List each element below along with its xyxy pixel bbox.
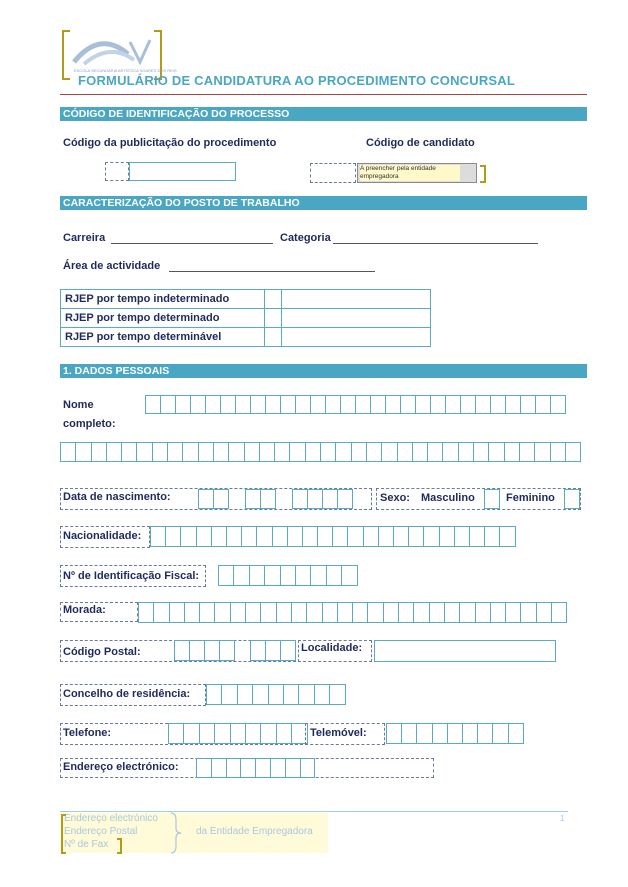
nascimento-year[interactable] <box>292 489 352 509</box>
char-cell[interactable] <box>400 395 416 414</box>
char-cell[interactable] <box>235 395 251 414</box>
char-cell[interactable] <box>490 602 506 623</box>
section-header-dados: 1. DADOS PESSOAIS <box>60 364 587 378</box>
char-cell[interactable] <box>535 395 551 414</box>
char-cell[interactable] <box>314 684 330 705</box>
char-cell[interactable] <box>298 684 314 705</box>
char-cell[interactable] <box>477 723 493 744</box>
char-cell[interactable] <box>499 526 515 547</box>
section-header-codigo: CÓDIGO DE IDENTIFICAÇÃO DO PROCESSO <box>60 107 587 121</box>
char-cell[interactable] <box>413 602 429 623</box>
page-title: FORMULÁRIO DE CANDIDATURA AO PROCEDIMENTO CONCURSAL <box>78 73 516 88</box>
footer-bracket-left <box>61 814 66 854</box>
char-cell[interactable] <box>213 489 229 509</box>
char-cell[interactable] <box>287 526 303 547</box>
char-cell[interactable] <box>198 489 214 509</box>
char-cell[interactable] <box>370 395 386 414</box>
char-cell[interactable] <box>233 565 249 586</box>
char-cell[interactable] <box>260 723 276 744</box>
char-cell[interactable] <box>283 684 299 705</box>
char-cell[interactable] <box>280 640 296 661</box>
page-number: 1 <box>560 814 565 823</box>
char-cell[interactable] <box>153 602 169 623</box>
char-cell[interactable] <box>401 723 417 744</box>
char-cell[interactable] <box>355 395 371 414</box>
char-cell[interactable] <box>475 602 491 623</box>
char-cell[interactable] <box>454 526 470 547</box>
nome-label: Nome completo: <box>63 399 116 430</box>
char-cell[interactable] <box>432 723 448 744</box>
char-cell[interactable] <box>196 758 212 778</box>
school-logo-icon <box>70 32 156 70</box>
carreira-input[interactable] <box>111 243 273 244</box>
char-cell[interactable] <box>520 395 536 414</box>
char-cell[interactable] <box>460 395 476 414</box>
char-cell[interactable] <box>423 526 439 547</box>
char-cell[interactable] <box>206 684 222 705</box>
char-cell[interactable] <box>427 442 443 462</box>
footer-bracket-right <box>117 838 122 854</box>
char-cell[interactable] <box>221 684 237 705</box>
rjep-label: RJEP por tempo indeterminado <box>61 290 265 309</box>
char-cell[interactable] <box>211 526 227 547</box>
char-cell[interactable] <box>447 723 463 744</box>
char-cell[interactable] <box>429 602 445 623</box>
char-cell[interactable] <box>329 684 345 705</box>
char-cell[interactable] <box>199 602 215 623</box>
char-cell[interactable] <box>416 723 432 744</box>
char-cell[interactable] <box>136 442 152 462</box>
char-cell[interactable] <box>150 526 166 547</box>
char-cell[interactable] <box>270 758 286 778</box>
nif-label: Nº de Identificação Fiscal: <box>63 570 200 582</box>
sexo-label: Sexo: <box>380 492 410 504</box>
char-cell[interactable] <box>121 442 137 462</box>
char-cell[interactable] <box>245 489 261 509</box>
char-cell[interactable] <box>226 758 242 778</box>
char-cell[interactable] <box>397 442 413 462</box>
telefone-label: Telefone: <box>63 727 112 739</box>
nacionalidade-label: Nacionalidade: <box>63 530 142 542</box>
char-cell[interactable] <box>211 758 227 778</box>
char-cell[interactable] <box>385 395 401 414</box>
candidato-code-prefix <box>310 163 356 183</box>
char-cell[interactable] <box>326 565 342 586</box>
char-cell[interactable] <box>291 602 307 623</box>
char-cell[interactable] <box>237 684 253 705</box>
char-cell[interactable] <box>180 526 196 547</box>
char-cell[interactable] <box>459 602 475 623</box>
char-cell[interactable] <box>250 395 266 414</box>
concelho-label: Concelho de residência: <box>63 688 191 700</box>
char-cell[interactable] <box>230 723 246 744</box>
char-cell[interactable] <box>347 526 363 547</box>
nascimento-label: Data de nascimento: <box>63 491 171 503</box>
char-cell[interactable] <box>505 395 521 414</box>
char-cell[interactable] <box>183 723 199 744</box>
char-cell[interactable] <box>205 395 221 414</box>
nacionalidade-cells[interactable] <box>150 526 515 547</box>
char-cell[interactable] <box>196 526 212 547</box>
char-cell[interactable] <box>536 602 552 623</box>
char-cell[interactable] <box>473 442 489 462</box>
char-cell[interactable] <box>272 526 288 547</box>
char-cell[interactable] <box>412 442 428 462</box>
char-cell[interactable] <box>363 526 379 547</box>
telemovel-label: Telemóvel: <box>310 727 367 739</box>
char-cell[interactable] <box>320 442 336 462</box>
char-cell[interactable] <box>325 395 341 414</box>
rjep-row <box>61 309 431 328</box>
char-cell[interactable] <box>165 526 181 547</box>
char-cell[interactable] <box>245 602 261 623</box>
char-cell[interactable] <box>60 442 76 462</box>
char-cell[interactable] <box>490 395 506 414</box>
char-cell[interactable] <box>280 565 296 586</box>
char-cell[interactable] <box>280 395 296 414</box>
char-cell[interactable] <box>332 526 348 547</box>
char-cell[interactable] <box>106 442 122 462</box>
char-cell[interactable] <box>341 565 357 586</box>
publicacao-code-prefix[interactable] <box>105 162 129 181</box>
publicacao-code-field[interactable] <box>129 162 236 181</box>
char-cell[interactable] <box>444 602 460 623</box>
char-cell[interactable] <box>255 758 271 778</box>
rjep-table <box>60 289 431 347</box>
telefone-cells[interactable] <box>168 723 307 744</box>
rjep-spacer <box>282 309 431 328</box>
char-cell[interactable] <box>430 395 446 414</box>
char-cell[interactable] <box>168 723 184 744</box>
char-cell[interactable] <box>240 758 256 778</box>
char-cell[interactable] <box>367 602 383 623</box>
area-label: Área de actividade <box>63 260 161 272</box>
candidato-note: A preencher pela entidade empregadora <box>360 165 460 181</box>
char-cell[interactable] <box>214 602 230 623</box>
char-cell[interactable] <box>190 395 206 414</box>
char-cell[interactable] <box>265 640 281 661</box>
char-cell[interactable] <box>252 684 268 705</box>
char-cell[interactable] <box>274 442 290 462</box>
rjep-spacer <box>282 290 431 309</box>
candidato-bracket <box>480 165 486 183</box>
char-cell[interactable] <box>292 489 308 509</box>
char-cell[interactable] <box>408 526 424 547</box>
rjep-label: RJEP por tempo determinável <box>61 328 265 347</box>
email-cells[interactable] <box>196 758 314 778</box>
char-cell[interactable] <box>184 602 200 623</box>
char-cell[interactable] <box>91 442 107 462</box>
title-rule <box>60 94 587 95</box>
char-cell[interactable] <box>174 640 190 661</box>
rjep-checkbox-indeterminado[interactable] <box>265 290 282 309</box>
codigo-postal-main[interactable] <box>174 640 234 661</box>
char-cell[interactable] <box>351 442 367 462</box>
char-cell[interactable] <box>306 602 322 623</box>
char-cell[interactable] <box>322 602 338 623</box>
char-cell[interactable] <box>508 723 524 744</box>
footer-entity: da Entidade Empregadora <box>196 826 313 837</box>
char-cell[interactable] <box>383 602 399 623</box>
char-cell[interactable] <box>276 602 292 623</box>
char-cell[interactable] <box>167 442 183 462</box>
char-cell[interactable] <box>75 442 91 462</box>
nascimento-day[interactable] <box>198 489 228 509</box>
char-cell[interactable] <box>565 442 581 462</box>
char-cell[interactable] <box>245 723 261 744</box>
char-cell[interactable] <box>175 395 191 414</box>
char-cell[interactable] <box>462 723 478 744</box>
footer-line1: Endereço electrónico <box>64 813 158 824</box>
char-cell[interactable] <box>550 395 566 414</box>
telemovel-cells[interactable] <box>386 723 523 744</box>
char-cell[interactable] <box>256 526 272 547</box>
char-cell[interactable] <box>378 526 394 547</box>
rjep-spacer <box>282 328 431 347</box>
char-cell[interactable] <box>276 723 292 744</box>
char-cell[interactable] <box>260 489 276 509</box>
char-cell[interactable] <box>445 395 461 414</box>
concelho-cells[interactable] <box>206 684 345 705</box>
char-cell[interactable] <box>250 640 266 661</box>
char-cell[interactable] <box>138 602 154 623</box>
char-cell[interactable] <box>520 602 536 623</box>
nascimento-month[interactable] <box>245 489 275 509</box>
char-cell[interactable] <box>442 442 458 462</box>
categoria-input[interactable] <box>333 243 538 244</box>
char-cell[interactable] <box>337 602 353 623</box>
char-cell[interactable] <box>145 395 161 414</box>
char-cell[interactable] <box>204 640 220 661</box>
char-cell[interactable] <box>259 442 275 462</box>
char-cell[interactable] <box>152 442 168 462</box>
char-cell[interactable] <box>285 758 301 778</box>
nif-cells[interactable] <box>218 565 357 586</box>
char-cell[interactable] <box>484 526 500 547</box>
char-cell[interactable] <box>264 565 280 586</box>
char-cell[interactable] <box>260 602 276 623</box>
codigo-postal-suffix[interactable] <box>250 640 295 661</box>
rjep-label: RJEP por tempo determinado <box>61 309 265 328</box>
footer-rule <box>60 811 568 812</box>
footer-brace-icon <box>168 812 182 854</box>
section-header-posto: CARACTERIZAÇÃO DO POSTO DE TRABALHO <box>60 196 587 210</box>
char-cell[interactable] <box>160 395 176 414</box>
publicacao-label: Código da publicitação do procedimento <box>63 137 277 149</box>
char-cell[interactable] <box>551 602 567 623</box>
rjep-checkbox-determinavel[interactable] <box>265 328 282 347</box>
char-cell[interactable] <box>244 442 260 462</box>
char-cell[interactable] <box>189 640 205 661</box>
masculino-checkbox[interactable] <box>484 489 500 509</box>
char-cell[interactable] <box>265 395 281 414</box>
char-cell[interactable] <box>228 442 244 462</box>
localidade-input[interactable] <box>374 640 556 662</box>
char-cell[interactable] <box>226 526 242 547</box>
char-cell[interactable] <box>322 489 338 509</box>
char-cell[interactable] <box>488 442 504 462</box>
char-cell[interactable] <box>268 684 284 705</box>
char-cell[interactable] <box>337 489 353 509</box>
codigo-postal-label: Código Postal: <box>63 646 141 658</box>
char-cell[interactable] <box>439 526 455 547</box>
char-cell[interactable] <box>302 526 318 547</box>
char-cell[interactable] <box>398 602 414 623</box>
char-cell[interactable] <box>300 758 316 778</box>
char-cell[interactable] <box>366 442 382 462</box>
char-cell[interactable] <box>415 395 431 414</box>
char-cell[interactable] <box>352 602 368 623</box>
char-cell[interactable] <box>182 442 198 462</box>
logo-bracket-left <box>62 30 70 80</box>
char-cell[interactable] <box>550 442 566 462</box>
char-cell[interactable] <box>213 442 229 462</box>
char-cell[interactable] <box>340 395 356 414</box>
char-cell[interactable] <box>230 602 246 623</box>
char-cell[interactable] <box>458 442 474 462</box>
email-label: Endereço electrónico: <box>63 761 179 773</box>
candidato-label: Código de candidato <box>366 137 475 149</box>
char-cell[interactable] <box>475 395 491 414</box>
char-cell[interactable] <box>214 723 230 744</box>
char-cell[interactable] <box>198 442 214 462</box>
footer-line2: Endereço Postal <box>64 826 138 837</box>
char-cell[interactable] <box>504 442 520 462</box>
char-cell[interactable] <box>492 723 508 744</box>
char-cell[interactable] <box>393 526 409 547</box>
char-cell[interactable] <box>534 442 550 462</box>
carreira-label: Carreira <box>63 232 106 244</box>
nome-cells-row2[interactable] <box>60 442 580 462</box>
char-cell[interactable] <box>289 442 305 462</box>
morada-label: Morada: <box>63 604 106 616</box>
char-cell[interactable] <box>249 565 265 586</box>
localidade-label: Localidade: <box>301 642 363 654</box>
char-cell[interactable] <box>219 640 235 661</box>
char-cell[interactable] <box>381 442 397 462</box>
char-cell[interactable] <box>199 723 215 744</box>
char-cell[interactable] <box>310 565 326 586</box>
footer-line3: Nº de Fax <box>64 839 109 850</box>
char-cell[interactable] <box>295 565 311 586</box>
char-cell[interactable] <box>335 442 351 462</box>
char-cell[interactable] <box>386 723 402 744</box>
char-cell[interactable] <box>218 565 234 586</box>
area-input[interactable] <box>169 271 375 272</box>
char-cell[interactable] <box>220 395 236 414</box>
char-cell[interactable] <box>295 395 311 414</box>
char-cell[interactable] <box>305 442 321 462</box>
char-cell[interactable] <box>169 602 185 623</box>
categoria-label: Categoria <box>280 232 331 244</box>
masculino-label: Masculino <box>421 492 475 504</box>
morada-cells[interactable] <box>138 602 566 623</box>
char-cell[interactable] <box>317 526 333 547</box>
char-cell[interactable] <box>505 602 521 623</box>
char-cell[interactable] <box>307 489 323 509</box>
char-cell[interactable] <box>241 526 257 547</box>
feminino-label: Feminino <box>506 492 555 504</box>
char-cell[interactable] <box>519 442 535 462</box>
rjep-checkbox-determinado[interactable] <box>265 309 282 328</box>
rjep-row <box>61 328 431 347</box>
rjep-row <box>61 290 431 309</box>
feminino-checkbox[interactable] <box>564 489 580 509</box>
logo-text: ESCOLA SECUNDÁRIA ARTÍSTICA SOARES DOS REIS <box>74 68 177 73</box>
nome-cells-row1[interactable] <box>145 395 565 414</box>
char-cell[interactable] <box>469 526 485 547</box>
char-cell[interactable] <box>310 395 326 414</box>
